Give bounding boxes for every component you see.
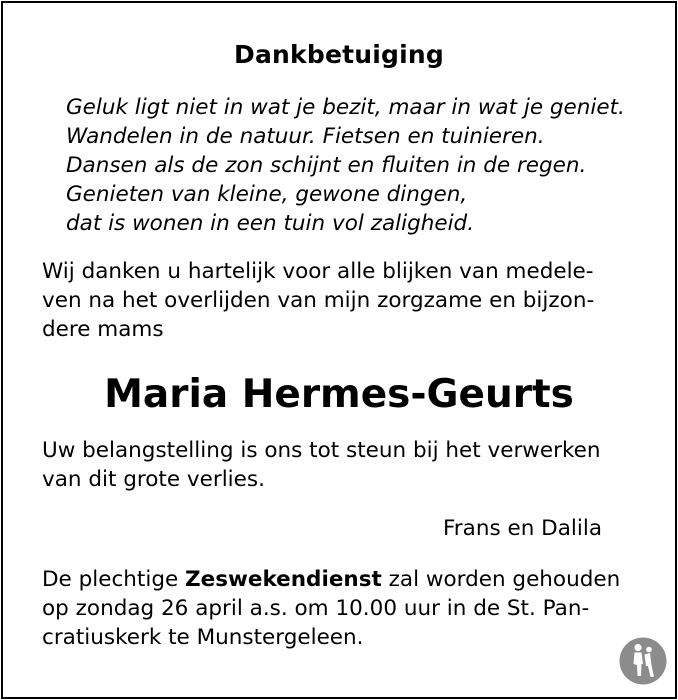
support-line: van dit grote verlies. (42, 467, 265, 492)
thanks-line: dere mams (42, 317, 164, 342)
memorial-figure-logo-icon (619, 637, 667, 685)
poem (66, 93, 625, 238)
poem-line: Genieten van kleine, gewone dingen, (66, 182, 468, 207)
deceased-name: Maria Hermes-Geurts (104, 372, 574, 417)
thanks-paragraph (42, 257, 594, 344)
service-paragraph (42, 565, 620, 652)
poem-line: Wandelen in de natuur. Fietsen en tuinieren. (66, 124, 545, 149)
service-line-prefix: De plechtige (42, 567, 186, 592)
service-line-suffix: zal worden gehouden (381, 567, 621, 592)
service-line (42, 565, 620, 594)
thanks-line: Wij danken u hartelijk voor alle blijken van medele- (42, 259, 594, 284)
service-name: Zeswekendienst (185, 567, 382, 592)
notice-title: Dankbetuiging (234, 40, 444, 69)
service-line: op zondag 26 april a.s. om 10.00 uur in de St. Pan- (42, 596, 590, 621)
poem-line: Dansen als de zon schijnt en fluiten in de regen. (66, 153, 587, 178)
service-line: cratiuskerk te Munstergeleen. (42, 625, 364, 650)
logo-disc (620, 638, 667, 685)
poem-line: Geluk ligt niet in wat je bezit, maar in wat je geniet. (66, 95, 625, 120)
support-paragraph (42, 436, 601, 494)
thanks-line: ven na het overlijden van mijn zorgzame en bijzon- (42, 288, 595, 313)
support-line: Uw belangstelling is ons tot steun bij het verwerken (42, 438, 601, 463)
signature: Frans en Dalila (443, 516, 602, 541)
poem-line: dat is wonen in een tuin vol zaligheid. (66, 211, 475, 236)
